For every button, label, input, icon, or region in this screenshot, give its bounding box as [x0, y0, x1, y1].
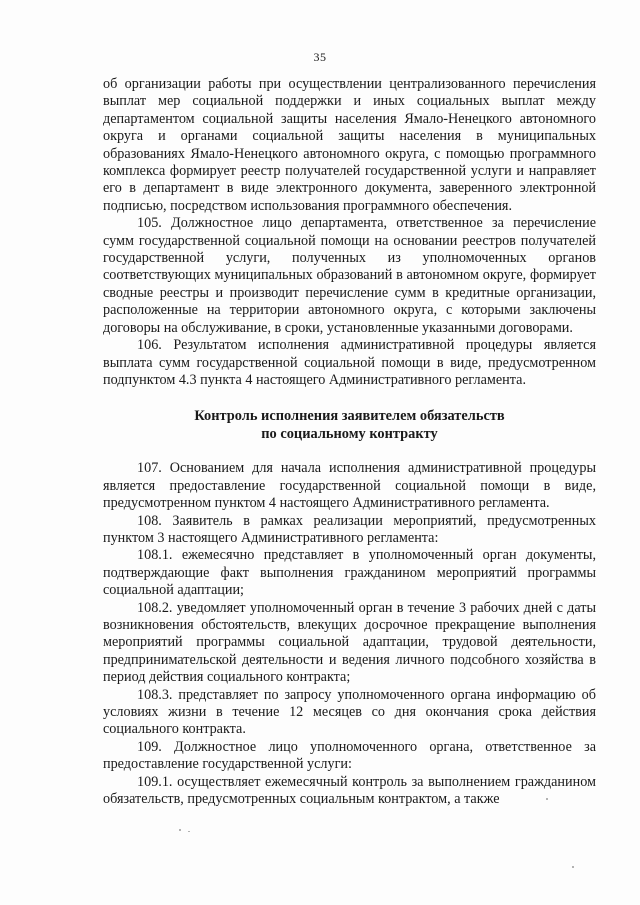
scan-speck	[546, 798, 548, 800]
paragraph-108: 108. Заявитель в рамках реализации мероприятий, предусмотренных пунктом 3 настоящего Административного регламента:	[103, 512, 596, 546]
scan-speck	[188, 831, 190, 832]
section-heading-line-1: Контроль исполнения заявителем обязательств	[194, 408, 505, 425]
scan-speck	[179, 829, 181, 831]
paragraph-105: 105. Должностное лицо департамента, ответственное за перечисление сумм государственной социальной помощи на основании реестров получателей государственной услуги, полученных из уполномоченных органов соответствующих муниципальных образований в автономном округе, формирует сводные реестры и производит перечисление сумм в кредитные организации, расположенные на территории автономного округа, с которыми заключены договоры на обслуживание, в сроки, установленные указанными договорами.	[103, 215, 596, 336]
document-body	[103, 76, 596, 808]
section-heading-line-2: по социальному контракту	[261, 425, 438, 442]
paragraph-107: 107. Основанием для начала исполнения административной процедуры является предоставление государственной социальной помощи в виде, предусмотренном пунктом 4 настоящего Административного регламента.	[103, 460, 596, 512]
scan-speck	[572, 866, 574, 868]
page-number: 35	[313, 50, 327, 64]
paragraph-108-3: 108.3. представляет по запросу уполномоченного органа информацию об условиях жизни в течение 12 месяцев со дня окончания срока действия социального контракта.	[103, 686, 596, 738]
paragraph-108-1: 108.1. ежемесячно представляет в уполномоченный орган документы, подтверждающие факт выполнения гражданином мероприятий программы социальной адаптации;	[103, 547, 596, 599]
paragraph-108-2: 108.2. уведомляет уполномоченный орган в течение 3 рабочих дней с даты возникновения обстоятельств, влекущих досрочное прекращение выполнения мероприятий программы социальной адаптации, трудовой деятельности, предпринимательской деятельности и ведения личного подсобного хозяйства в период действия социального контракта;	[103, 599, 596, 686]
paragraph-continuation: об организации работы при осуществлении централизованного перечисления выплат мер социальной поддержки и иных социальных выплат между департаментом социальной защиты населения Ямало-Ненецкого автономного округа и органами социальной защиты населения в муниципальных образованиях Ямало-Ненецкого автономного округа, с помощью программного комплекса формирует реестр получателей государственной услуги и направляет его в департамент в виде электронного документа, заверенного электронной подписью, посредством использования программного обеспечения.	[103, 76, 596, 214]
paragraph-109: 109. Должностное лицо уполномоченного органа, ответственное за предоставление государственной услуги:	[103, 738, 596, 773]
paragraph-109-1: 109.1. осуществляет ежемесячный контроль за выполнением гражданином обязательств, предусмотренных социальным контрактом, а также	[103, 773, 596, 808]
section-heading	[103, 408, 596, 443]
paragraph-106: 106. Результатом исполнения административной процедуры является выплата сумм государственной социальной помощи в виде, предусмотренном подпунктом 4.3 пункта 4 настоящего Административного регламента.	[103, 337, 596, 388]
